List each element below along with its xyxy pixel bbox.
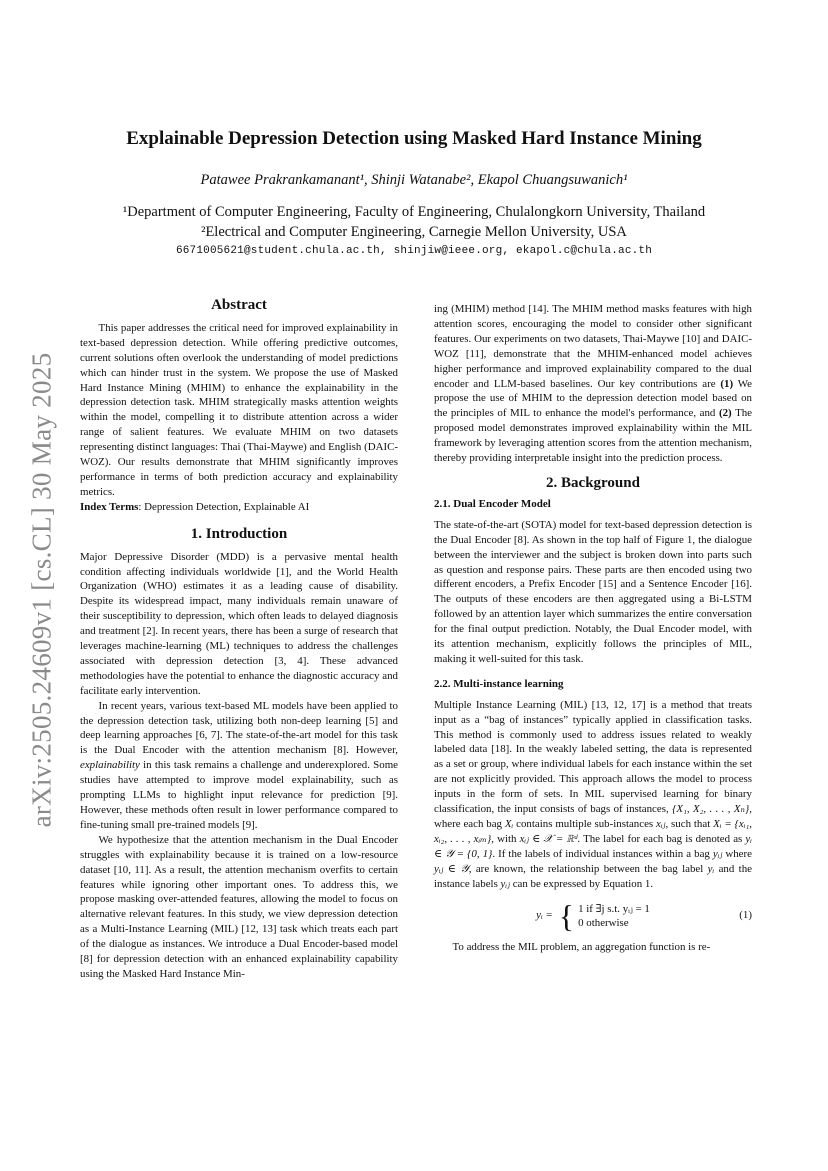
equation-1	[434, 896, 752, 936]
explainability-emphasis: explainability	[80, 759, 140, 772]
author-emails: 6671005621@student.chula.ac.th, shinjiw@ieee.org, ekapol.c@chula.ac.th	[175, 245, 653, 257]
paper-title: Explainable Depression Detection using Masked Hard Instance Mining	[126, 128, 702, 149]
subsection-2-2-heading: 2.2. Multi-instance learning	[434, 677, 564, 690]
equation-cases: 1 if ∃j s.t. yᵢⱼ = 1 0 otherwise	[578, 902, 650, 929]
index-terms-text: : Depression Detection, Explainable AI	[138, 500, 310, 513]
index-terms-label: Index Terms	[80, 500, 139, 513]
background-heading: 2. Background	[546, 474, 640, 491]
intro-paragraph-3-cont: ing (MHIM) method [14]. The MHIM method masks features with high attention scores, encouraging the model to consider other significant features. Our experiments on two datasets, Thai-Maywe [10] and DAIC-WOZ [11], demonstrate that the MHIM-enhanced model achieves higher performance and improved explainability compared to the dual encoder and LLM-based baselines. Our key contributions are (1) We propose the use of MHIM to the depression detection model based on the principles of MIL to enhance the model's performance, and (2) The proposed model demonstrates improved explainability within the MIL framework by leveraging attention scores from the attention mechanism, thereby providing interpretable insight into the prediction process.	[434, 303, 752, 465]
intro-paragraph-3: We hypothesize that the attention mechanism in the Dual Encoder struggles with explainability because it is trained on a low-resource dataset [10, 11]. As a result, the attention mechanism overfits to certain features while ignoring other important ones. To address this, we propose masking over-attended features, allowing the model to focus on alternative relevant features. In this study, we view depression detection as a Multi-Instance Learning (MIL) [12, 13] task which treats each part of the dialogue as instances. We introduce a Dual Encoder-based model [8] for depression detection with an enhanced explainability capability using the Masked Hard Instance Min-	[80, 833, 398, 980]
dual-encoder-paragraph: The state-of-the-art (SOTA) model for text-based depression detection is the Dual Encoder [8]. As shown in the top half of Figure 1, the dialogue between the interviewer and the subject is broken down into parts such as question and response pairs. These parts are then encoded using two different encoders, a Prefix Encoder [15] and a Sentence Encoder [16]. The outputs of these encoders are then aggregated using a Bi-LSTM followed by an attention layer which summarizes the entire conversation for the final output prediction. Notably, the Dual Encoder model, with its attention mechanism, explicitly follows the principles of MIL, making it well-suited for this task.	[434, 518, 752, 665]
arxiv-watermark: arXiv:2505.24609v1 [cs.CL] 30 May 2025	[26, 352, 57, 828]
equation-number: (1)	[739, 908, 752, 921]
affiliation-2: ²Electrical and Computer Engineering, Carnegie Mellon University, USA	[201, 224, 627, 240]
mil-paragraph: Multiple Instance Learning (MIL) [13, 12, 17] is a method that treats input as a “bag of instances” typically applied in classification tasks. This method is commonly used to address issues related to weakly labeled data [18]. In the weakly labeled setting, the data is represented as a set or group, where individual labels for each instance within the set are not explicitly provided. This approach allows the model to process inputs in the form of sets. In MIL supervised learning for binary classification, the input consists of bags of instances, {X₁, X₂, . . . , Xₙ}, where each bag Xᵢ contains multiple sub-instances xᵢⱼ, such that Xᵢ = {xᵢ₁, xᵢ₂, . . . , xᵢₘ}, with xᵢⱼ ∈ 𝒳 = ℝᵈ. The label for each bag is denoted as yᵢ ∈ 𝒴 = {0, 1}. If the labels of individual instances within a bag yᵢⱼ where yᵢⱼ ∈ 𝒴, are known, the relationship between the bag label yᵢ and the instance labels yᵢⱼ can be expressed by Equation 1.	[434, 698, 752, 890]
affiliation-1: ¹Department of Computer Engineering, Faculty of Engineering, Chulalongkorn University, Thailand	[122, 204, 706, 220]
abstract-heading: Abstract	[211, 297, 267, 313]
intro-paragraph-2: In recent years, various text-based ML models have been applied to the depression detection task, utilizing both non-deep learning [5] and deep learning approaches [6, 7]. The state-of-the-art model for this task is the Dual Encoder with the attention mechanism [8]. However, explainability in this task remains a challenge and underexplored. Some studies have attempted to improve model explainability, such as prompting LLMs to highlight input relevance for prediction [9]. However, these methods often result in lower performance compared to fine-tuning small pre-trained models [9].	[80, 699, 398, 831]
intro-heading: 1. Introduction	[190, 525, 288, 542]
equation-brace: {	[558, 897, 575, 934]
intro-paragraph-1: Major Depressive Disorder (MDD) is a pervasive mental health condition affecting individuals worldwide [1], and the World Health Organization (WHO) estimates it as a leading cause of disability. Despite its widespread impact, many individuals remain unaware of their susceptibility to depression, which often leads to delayed diagnosis and treatment [2]. In recent years, there has been a surge of research that leverages machine-learning (ML) techniques to address the challenges associated with depression detection [3, 4]. These advanced methodologies have the potential to enhance the diagnostic accuracy and facilitate early intervention.	[80, 550, 398, 697]
authors: Patawee Prakrankamanant¹, Shinji Watanabe², Ekapol Chuangsuwanich¹	[200, 172, 628, 188]
subsection-2-1-heading: 2.1. Dual Encoder Model	[434, 497, 551, 510]
equation-lhs: yᵢ =	[536, 909, 553, 922]
aggregation-paragraph: To address the MIL problem, an aggregation function is re-	[452, 940, 711, 953]
index-terms	[80, 500, 398, 515]
right-column	[434, 302, 752, 954]
left-column	[80, 298, 398, 982]
abstract-text: This paper addresses the critical need for improved explainability in text-based depression detection. While offering predictive outcomes, current solutions often overlook the understanding of model predictions which can hinder trust in the system. We propose the use of Masked Hard Instance Mining (MHIM) to enhance the explainability in the depression detection task. MHIM strategically masks attention weights within the model, compelling it to distribute attention across a wider range of salient features. We evaluate MHIM on two datasets representing distinct languages: Thai (Thai-Maywe) and English (DAIC-WOZ). Our results demonstrate that MHIM significantly improves performance in terms of both prediction accuracy and explainability metrics.	[80, 321, 398, 498]
